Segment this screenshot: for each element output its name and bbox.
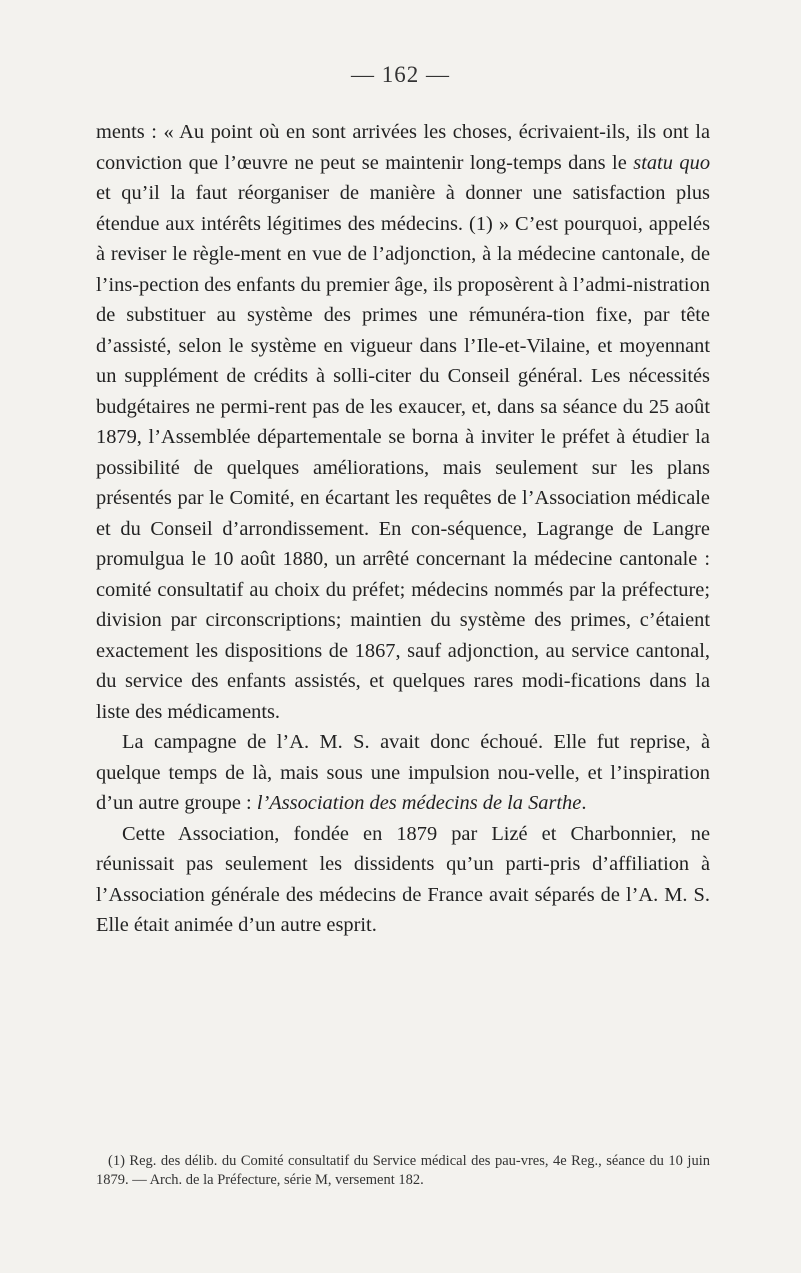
paragraph-1-text-a: ments : « Au point où en sont arrivées les choses, écrivaient-ils, ils ont la conviction que l’œuvre ne peut se maintenir long-temps dans le <box>96 121 710 174</box>
paragraph-1-italic: statu quo <box>633 151 711 174</box>
paragraph-1-text-b: et qu’il la faut réorganiser de manière à donner une satisfaction plus étendue aux intérêts légitimes des médecins. (1) » C’est pourquoi, appelés à reviser le règle-ment en vue de l’adjonction, à la médecine cantonale, de l’ins-pection des enfants du premier âge, ils proposèrent à l’admi-nistration de substituer au système des primes une rémunéra-tion fixe, par tête d’assisté, selon le système en vigueur dans l’Ile-et-Vilaine, et moyennant un supplément de crédits à solli-citer du Conseil général. Les nécessités budgétaires ne permi-rent pas de les exaucer, et, dans sa séance du 25 août 1879, l’Assemblée départementale se borna à inviter le préfet à étudier la possibilité de quelques améliorations, mais seulement sur les plans présentés par le Comité, en écartant les requêtes de l’Association médicale et du Conseil d’arrondissement. En con-séquence, Lagrange de Langre promulgua le 10 août 1880, un arrêté concernant la médecine cantonale : comité consultatif au choix du préfet; médecins nommés par la préfecture; division par circonscriptions; maintien du système des primes, c’étaient exactement les dispositions de 1867, sauf adjonction, au service cantonal, du service des enfants assistés, et quelques rares modi-fications dans la liste des médicaments. <box>96 182 710 723</box>
body-text <box>96 117 710 941</box>
footnote: (1) Reg. des délib. du Comité consultatif du Service médical des pau-vres, 4e Reg., séance du 10 juin 1879. — Arch. de la Préfecture, série M, versement 182. <box>96 1153 710 1188</box>
page-number: — 162 — <box>351 62 450 87</box>
paragraph-1 <box>96 117 710 727</box>
paragraph-3: Cette Association, fondée en 1879 par Lizé et Charbonnier, ne réunissait pas seulement les dissidents qu’un parti-pris d’affiliation à l’Association générale des médecins de France avait séparés de l’A. M. S. Elle était animée d’un autre esprit. <box>96 822 710 936</box>
paragraph-2 <box>96 727 710 819</box>
paragraph-2-text-a: La campagne de l’A. M. S. avait donc échoué. Elle fut reprise, à quelque temps de là, mais sous une impulsion nou-velle, et l’inspiration d’un autre groupe : <box>96 731 710 814</box>
paragraph-2-text-b: . <box>581 792 587 814</box>
paragraph-2-italic: l’Association des médecins de la Sarthe <box>256 792 582 814</box>
